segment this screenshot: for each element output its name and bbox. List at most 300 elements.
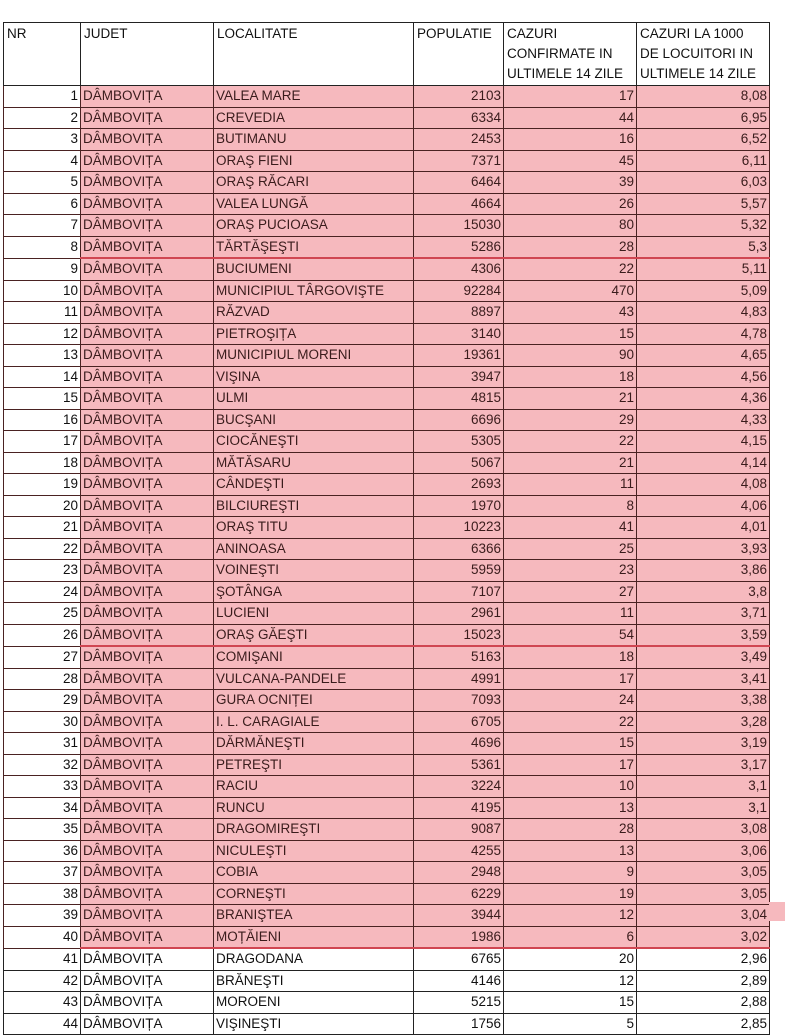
cell-rata[interactable]: 4,14 xyxy=(637,452,770,474)
cell-cazuri[interactable]: 19 xyxy=(504,883,637,905)
cell-cazuri[interactable]: 90 xyxy=(504,345,637,367)
cell-rata[interactable]: 3,41 xyxy=(637,668,770,690)
table-row xyxy=(4,948,770,970)
cell-judet[interactable]: DÂMBOVIȚA xyxy=(81,754,214,776)
cell-populatie[interactable]: 6765 xyxy=(414,948,504,970)
cell-nr[interactable]: 2 xyxy=(4,107,81,129)
cell-nr[interactable]: 29 xyxy=(4,690,81,712)
cell-cazuri[interactable]: 23 xyxy=(504,560,637,582)
header-nr: NR xyxy=(4,23,81,86)
cell-rata[interactable]: 3,93 xyxy=(637,538,770,560)
cell-populatie[interactable]: 7371 xyxy=(414,150,504,172)
cell-cazuri[interactable]: 20 xyxy=(504,948,637,970)
cell-cazuri[interactable]: 12 xyxy=(504,970,637,992)
table-row xyxy=(4,905,770,927)
cell-populatie[interactable]: 6366 xyxy=(414,538,504,560)
cell-populatie[interactable]: 2961 xyxy=(414,603,504,625)
cell-cazuri[interactable]: 22 xyxy=(504,431,637,453)
cell-rata[interactable]: 3,86 xyxy=(637,560,770,582)
cell-judet[interactable]: DÂMBOVIȚA xyxy=(81,581,214,603)
cell-rata[interactable]: 4,01 xyxy=(637,517,770,539)
cell-cazuri[interactable]: 15 xyxy=(504,323,637,345)
cell-cazuri[interactable]: 54 xyxy=(504,624,637,646)
cell-populatie[interactable]: 5286 xyxy=(414,236,504,258)
table-row xyxy=(4,236,770,258)
cell-rata[interactable]: 3,06 xyxy=(637,840,770,862)
cell-cazuri[interactable]: 16 xyxy=(504,129,637,151)
cell-cazuri[interactable]: 10 xyxy=(504,776,637,798)
cell-populatie[interactable]: 19361 xyxy=(414,345,504,367)
cell-judet[interactable]: DÂMBOVIȚA xyxy=(81,711,214,733)
table-row xyxy=(4,150,770,172)
table-row xyxy=(4,992,770,1014)
cell-populatie[interactable]: 8897 xyxy=(414,302,504,324)
cell-cazuri[interactable]: 18 xyxy=(504,366,637,388)
cell-judet[interactable]: DÂMBOVIȚA xyxy=(81,840,214,862)
cell-judet[interactable]: DÂMBOVIȚA xyxy=(81,236,214,258)
cell-nr[interactable]: 44 xyxy=(4,1013,81,1035)
cell-nr[interactable]: 43 xyxy=(4,992,81,1014)
cell-nr[interactable]: 32 xyxy=(4,754,81,776)
table-row xyxy=(4,302,770,324)
cell-populatie[interactable]: 3947 xyxy=(414,366,504,388)
table-row xyxy=(4,926,770,948)
cell-localitate[interactable]: VALEA MARE xyxy=(214,86,414,108)
cell-localitate[interactable]: BRANIŞTEA xyxy=(214,905,414,927)
cell-rata[interactable]: 5,11 xyxy=(637,258,770,280)
cell-populatie[interactable]: 4146 xyxy=(414,970,504,992)
cell-judet[interactable]: DÂMBOVIȚA xyxy=(81,883,214,905)
cell-judet[interactable]: DÂMBOVIȚA xyxy=(81,776,214,798)
table-row xyxy=(4,431,770,453)
cell-localitate[interactable]: RACIU xyxy=(214,776,414,798)
cell-localitate[interactable]: ORAŞ FIENI xyxy=(214,150,414,172)
cell-localitate[interactable]: DĂRMĂNEŞTI xyxy=(214,733,414,755)
header-cazuri: CAZURI CONFIRMATE IN ULTIMELE 14 ZILE xyxy=(504,23,637,86)
cell-nr[interactable]: 25 xyxy=(4,603,81,625)
cell-nr[interactable]: 38 xyxy=(4,883,81,905)
table-row xyxy=(4,345,770,367)
table-row xyxy=(4,452,770,474)
cell-judet[interactable]: DÂMBOVIȚA xyxy=(81,129,214,151)
cell-cazuri[interactable]: 25 xyxy=(504,538,637,560)
table-row xyxy=(4,280,770,302)
cell-localitate[interactable]: TĂRTĂŞEŞTI xyxy=(214,236,414,258)
cell-cazuri[interactable]: 24 xyxy=(504,690,637,712)
cell-nr[interactable]: 8 xyxy=(4,236,81,258)
cell-localitate[interactable]: RUNCU xyxy=(214,797,414,819)
cell-localitate[interactable]: DRAGODANA xyxy=(214,948,414,970)
cell-judet[interactable]: DÂMBOVIȚA xyxy=(81,495,214,517)
cell-populatie[interactable]: 10223 xyxy=(414,517,504,539)
table-row xyxy=(4,797,770,819)
cell-cazuri[interactable]: 5 xyxy=(504,1013,637,1035)
cell-nr[interactable]: 30 xyxy=(4,711,81,733)
table-row xyxy=(4,107,770,129)
cell-localitate[interactable]: ORAŞ RĂCARI xyxy=(214,172,414,194)
cell-populatie[interactable]: 5305 xyxy=(414,431,504,453)
cell-judet[interactable]: DÂMBOVIȚA xyxy=(81,970,214,992)
cell-nr[interactable]: 13 xyxy=(4,345,81,367)
cell-judet[interactable]: DÂMBOVIȚA xyxy=(81,107,214,129)
cell-cazuri[interactable]: 43 xyxy=(504,302,637,324)
cell-nr[interactable]: 12 xyxy=(4,323,81,345)
cell-populatie[interactable]: 2103 xyxy=(414,86,504,108)
cell-populatie[interactable]: 2693 xyxy=(414,474,504,496)
cell-judet[interactable]: DÂMBOVIȚA xyxy=(81,560,214,582)
cell-judet[interactable]: DÂMBOVIȚA xyxy=(81,150,214,172)
cell-localitate[interactable]: MOȚĂIENI xyxy=(214,926,414,948)
cell-rata[interactable]: 6,52 xyxy=(637,129,770,151)
cell-rata[interactable]: 4,65 xyxy=(637,345,770,367)
table-row xyxy=(4,560,770,582)
cell-rata[interactable]: 3,71 xyxy=(637,603,770,625)
cell-populatie[interactable]: 4306 xyxy=(414,258,504,280)
cell-populatie[interactable]: 5067 xyxy=(414,452,504,474)
cell-localitate[interactable]: COMIŞANI xyxy=(214,646,414,668)
cell-judet[interactable]: DÂMBOVIȚA xyxy=(81,624,214,646)
cell-judet[interactable]: DÂMBOVIȚA xyxy=(81,366,214,388)
cell-rata[interactable]: 6,03 xyxy=(637,172,770,194)
cell-populatie[interactable]: 4696 xyxy=(414,733,504,755)
cell-nr[interactable]: 27 xyxy=(4,646,81,668)
cell-nr[interactable]: 39 xyxy=(4,905,81,927)
cell-nr[interactable]: 15 xyxy=(4,388,81,410)
cell-rata[interactable]: 4,33 xyxy=(637,409,770,431)
table-row xyxy=(4,388,770,410)
cell-localitate[interactable]: ANINOASA xyxy=(214,538,414,560)
cell-judet[interactable]: DÂMBOVIȚA xyxy=(81,819,214,841)
cell-populatie[interactable]: 6705 xyxy=(414,711,504,733)
cell-rata[interactable]: 2,96 xyxy=(637,948,770,970)
cell-rata[interactable]: 3,59 xyxy=(637,624,770,646)
cell-nr[interactable]: 40 xyxy=(4,926,81,948)
cell-populatie[interactable]: 2948 xyxy=(414,862,504,884)
cell-nr[interactable]: 33 xyxy=(4,776,81,798)
cell-populatie[interactable]: 5215 xyxy=(414,992,504,1014)
cell-rata[interactable]: 4,06 xyxy=(637,495,770,517)
cell-nr[interactable]: 18 xyxy=(4,452,81,474)
cell-judet[interactable]: DÂMBOVIȚA xyxy=(81,797,214,819)
cell-cazuri[interactable]: 28 xyxy=(504,819,637,841)
cell-rata[interactable]: 4,08 xyxy=(637,474,770,496)
cell-rata[interactable]: 4,56 xyxy=(637,366,770,388)
cell-localitate[interactable]: VULCANA-PANDELE xyxy=(214,668,414,690)
cell-nr[interactable]: 42 xyxy=(4,970,81,992)
cell-judet[interactable]: DÂMBOVIȚA xyxy=(81,538,214,560)
cell-judet[interactable]: DÂMBOVIȚA xyxy=(81,690,214,712)
cell-rata[interactable]: 8,08 xyxy=(637,86,770,108)
cell-rata[interactable]: 3,04 xyxy=(637,905,770,927)
cell-populatie[interactable]: 4255 xyxy=(414,840,504,862)
cell-populatie[interactable]: 7107 xyxy=(414,581,504,603)
cell-nr[interactable]: 21 xyxy=(4,517,81,539)
cell-localitate[interactable]: I. L. CARAGIALE xyxy=(214,711,414,733)
cell-judet[interactable]: DÂMBOVIȚA xyxy=(81,409,214,431)
cell-judet[interactable]: DÂMBOVIȚA xyxy=(81,517,214,539)
cell-cazuri[interactable]: 22 xyxy=(504,711,637,733)
cell-populatie[interactable]: 5361 xyxy=(414,754,504,776)
cell-populatie[interactable]: 7093 xyxy=(414,690,504,712)
cell-populatie[interactable]: 3944 xyxy=(414,905,504,927)
cell-nr[interactable]: 9 xyxy=(4,258,81,280)
cell-populatie[interactable]: 15030 xyxy=(414,215,504,237)
cell-cazuri[interactable]: 45 xyxy=(504,150,637,172)
cell-localitate[interactable]: ORAŞ TITU xyxy=(214,517,414,539)
table-row xyxy=(4,517,770,539)
cell-judet[interactable]: DÂMBOVIȚA xyxy=(81,992,214,1014)
cell-rata[interactable]: 6,11 xyxy=(637,150,770,172)
cell-populatie[interactable]: 9087 xyxy=(414,819,504,841)
table-row xyxy=(4,323,770,345)
cell-cazuri[interactable]: 17 xyxy=(504,754,637,776)
cell-localitate[interactable]: MUNICIPIUL TÂRGOVIŞTE xyxy=(214,280,414,302)
cell-rata[interactable]: 3,08 xyxy=(637,819,770,841)
cell-cazuri[interactable]: 11 xyxy=(504,474,637,496)
cell-localitate[interactable]: PIETROŞIȚA xyxy=(214,323,414,345)
cell-cazuri[interactable]: 29 xyxy=(504,409,637,431)
cell-localitate[interactable]: LUCIENI xyxy=(214,603,414,625)
cell-cazuri[interactable]: 26 xyxy=(504,193,637,215)
cell-rata[interactable]: 3,28 xyxy=(637,711,770,733)
cell-cazuri[interactable]: 17 xyxy=(504,668,637,690)
cell-rata[interactable]: 3,38 xyxy=(637,690,770,712)
cell-rata[interactable]: 6,95 xyxy=(637,107,770,129)
cell-rata[interactable]: 3,1 xyxy=(637,776,770,798)
cell-judet[interactable]: DÂMBOVIȚA xyxy=(81,862,214,884)
cell-populatie[interactable]: 2453 xyxy=(414,129,504,151)
table-row xyxy=(4,970,770,992)
header-populatie: POPULATIE xyxy=(414,23,504,86)
cell-localitate[interactable]: MUNICIPIUL MORENI xyxy=(214,345,414,367)
cell-rata[interactable]: 3,17 xyxy=(637,754,770,776)
cell-populatie[interactable]: 1986 xyxy=(414,926,504,948)
cell-populatie[interactable]: 4991 xyxy=(414,668,504,690)
cell-localitate[interactable]: CORNEŞTI xyxy=(214,883,414,905)
cell-localitate[interactable]: ORAŞ GĂEŞTI xyxy=(214,624,414,646)
cell-localitate[interactable]: RĂZVAD xyxy=(214,302,414,324)
cell-cazuri[interactable]: 41 xyxy=(504,517,637,539)
cell-nr[interactable]: 31 xyxy=(4,733,81,755)
cell-cazuri[interactable]: 18 xyxy=(504,646,637,668)
cell-judet[interactable]: DÂMBOVIȚA xyxy=(81,193,214,215)
cell-localitate[interactable]: VIŞINEŞTI xyxy=(214,1013,414,1035)
cell-judet[interactable]: DÂMBOVIȚA xyxy=(81,603,214,625)
cell-populatie[interactable]: 1756 xyxy=(414,1013,504,1035)
cell-localitate[interactable]: MĂTĂSARU xyxy=(214,452,414,474)
cell-cazuri[interactable]: 11 xyxy=(504,603,637,625)
cell-localitate[interactable]: CREVEDIA xyxy=(214,107,414,129)
cell-judet[interactable]: DÂMBOVIȚA xyxy=(81,668,214,690)
cell-localitate[interactable]: CIOCĂNEŞTI xyxy=(214,431,414,453)
cell-localitate[interactable]: COBIA xyxy=(214,862,414,884)
cell-cazuri[interactable]: 12 xyxy=(504,905,637,927)
cell-nr[interactable]: 28 xyxy=(4,668,81,690)
cell-rata[interactable]: 3,02 xyxy=(637,926,770,948)
cell-rata[interactable]: 5,3 xyxy=(637,236,770,258)
cell-nr[interactable]: 11 xyxy=(4,302,81,324)
cell-rata[interactable]: 2,88 xyxy=(637,992,770,1014)
cell-cazuri[interactable]: 9 xyxy=(504,862,637,884)
cell-localitate[interactable]: CÂNDEŞTI xyxy=(214,474,414,496)
cell-nr[interactable]: 35 xyxy=(4,819,81,841)
cell-cazuri[interactable]: 44 xyxy=(504,107,637,129)
cell-nr[interactable]: 16 xyxy=(4,409,81,431)
cell-judet[interactable]: DÂMBOVIȚA xyxy=(81,474,214,496)
cell-rata[interactable]: 3,19 xyxy=(637,733,770,755)
cell-nr[interactable]: 3 xyxy=(4,129,81,151)
table-row xyxy=(4,776,770,798)
cell-nr[interactable]: 5 xyxy=(4,172,81,194)
highlight-overhang xyxy=(769,902,785,921)
cell-cazuri[interactable]: 22 xyxy=(504,258,637,280)
table-row xyxy=(4,409,770,431)
cell-nr[interactable]: 26 xyxy=(4,624,81,646)
cell-rata[interactable]: 5,09 xyxy=(637,280,770,302)
cell-cazuri[interactable]: 13 xyxy=(504,797,637,819)
table-row xyxy=(4,862,770,884)
cell-populatie[interactable]: 6696 xyxy=(414,409,504,431)
cell-cazuri[interactable]: 21 xyxy=(504,388,637,410)
cell-cazuri[interactable]: 27 xyxy=(504,581,637,603)
cell-judet[interactable]: DÂMBOVIȚA xyxy=(81,646,214,668)
cell-judet[interactable]: DÂMBOVIȚA xyxy=(81,948,214,970)
cell-rata[interactable]: 4,83 xyxy=(637,302,770,324)
cell-localitate[interactable]: GURA OCNIȚEI xyxy=(214,690,414,712)
cell-rata[interactable]: 3,05 xyxy=(637,862,770,884)
cell-populatie[interactable]: 4195 xyxy=(414,797,504,819)
cell-nr[interactable]: 23 xyxy=(4,560,81,582)
cell-localitate[interactable]: NICULEŞTI xyxy=(214,840,414,862)
cell-judet[interactable]: DÂMBOVIȚA xyxy=(81,172,214,194)
cell-judet[interactable]: DÂMBOVIȚA xyxy=(81,733,214,755)
covid-incidence-table xyxy=(3,22,770,1035)
cell-cazuri[interactable]: 17 xyxy=(504,86,637,108)
cell-judet[interactable]: DÂMBOVIȚA xyxy=(81,905,214,927)
cell-cazuri[interactable]: 13 xyxy=(504,840,637,862)
cell-nr[interactable]: 17 xyxy=(4,431,81,453)
table-row xyxy=(4,690,770,712)
cell-cazuri[interactable]: 21 xyxy=(504,452,637,474)
cell-judet[interactable]: DÂMBOVIȚA xyxy=(81,388,214,410)
cell-cazuri[interactable]: 28 xyxy=(504,236,637,258)
cell-judet[interactable]: DÂMBOVIȚA xyxy=(81,323,214,345)
header-localitate: LOCALITATE xyxy=(214,23,414,86)
cell-judet[interactable]: DÂMBOVIȚA xyxy=(81,302,214,324)
cell-judet[interactable]: DÂMBOVIȚA xyxy=(81,258,214,280)
cell-populatie[interactable]: 5163 xyxy=(414,646,504,668)
cell-localitate[interactable]: ŞOTÂNGA xyxy=(214,581,414,603)
cell-localitate[interactable]: PETREŞTI xyxy=(214,754,414,776)
cell-nr[interactable]: 22 xyxy=(4,538,81,560)
cell-localitate[interactable]: VIŞINA xyxy=(214,366,414,388)
cell-nr[interactable]: 10 xyxy=(4,280,81,302)
cell-judet[interactable]: DÂMBOVIȚA xyxy=(81,1013,214,1035)
cell-rata[interactable]: 3,1 xyxy=(637,797,770,819)
cell-rata[interactable]: 4,36 xyxy=(637,388,770,410)
cell-cazuri[interactable]: 6 xyxy=(504,926,637,948)
cell-localitate[interactable]: BUCŞANI xyxy=(214,409,414,431)
cell-populatie[interactable]: 3224 xyxy=(414,776,504,798)
cell-localitate[interactable]: BUCIUMENI xyxy=(214,258,414,280)
cell-nr[interactable]: 34 xyxy=(4,797,81,819)
cell-nr[interactable]: 37 xyxy=(4,862,81,884)
cell-localitate[interactable]: MOROENI xyxy=(214,992,414,1014)
cell-nr[interactable]: 14 xyxy=(4,366,81,388)
cell-localitate[interactable]: BUTIMANU xyxy=(214,129,414,151)
cell-localitate[interactable]: ULMI xyxy=(214,388,414,410)
table-row xyxy=(4,733,770,755)
cell-rata[interactable]: 2,89 xyxy=(637,970,770,992)
cell-localitate[interactable]: VOINEŞTI xyxy=(214,560,414,582)
table-row xyxy=(4,754,770,776)
cell-nr[interactable]: 7 xyxy=(4,215,81,237)
cell-rata[interactable]: 3,05 xyxy=(637,883,770,905)
table-row xyxy=(4,129,770,151)
cell-judet[interactable]: DÂMBOVIȚA xyxy=(81,431,214,453)
cell-nr[interactable]: 20 xyxy=(4,495,81,517)
cell-rata[interactable]: 4,15 xyxy=(637,431,770,453)
spreadsheet xyxy=(3,22,770,1035)
cell-cazuri[interactable]: 80 xyxy=(504,215,637,237)
cell-nr[interactable]: 6 xyxy=(4,193,81,215)
cell-populatie[interactable]: 6334 xyxy=(414,107,504,129)
cell-nr[interactable]: 41 xyxy=(4,948,81,970)
cell-nr[interactable]: 36 xyxy=(4,840,81,862)
cell-localitate[interactable]: ORAŞ PUCIOASA xyxy=(214,215,414,237)
cell-localitate[interactable]: VALEA LUNGĂ xyxy=(214,193,414,215)
cell-nr[interactable]: 1 xyxy=(4,86,81,108)
table-body xyxy=(4,86,770,1035)
cell-judet[interactable]: DÂMBOVIȚA xyxy=(81,280,214,302)
cell-judet[interactable]: DÂMBOVIȚA xyxy=(81,86,214,108)
cell-populatie[interactable]: 1970 xyxy=(414,495,504,517)
table-row xyxy=(4,215,770,237)
cell-rata[interactable]: 3,49 xyxy=(637,646,770,668)
cell-rata[interactable]: 5,57 xyxy=(637,193,770,215)
cell-localitate[interactable]: BILCIUREŞTI xyxy=(214,495,414,517)
cell-populatie[interactable]: 6464 xyxy=(414,172,504,194)
cell-cazuri[interactable]: 39 xyxy=(504,172,637,194)
cell-cazuri[interactable]: 470 xyxy=(504,280,637,302)
cell-nr[interactable]: 19 xyxy=(4,474,81,496)
table-row xyxy=(4,668,770,690)
cell-populatie[interactable]: 92284 xyxy=(414,280,504,302)
cell-judet[interactable]: DÂMBOVIȚA xyxy=(81,215,214,237)
cell-judet[interactable]: DÂMBOVIȚA xyxy=(81,452,214,474)
cell-populatie[interactable]: 3140 xyxy=(414,323,504,345)
cell-populatie[interactable]: 4664 xyxy=(414,193,504,215)
cell-rata[interactable]: 5,32 xyxy=(637,215,770,237)
table-row xyxy=(4,474,770,496)
cell-cazuri[interactable]: 15 xyxy=(504,992,637,1014)
cell-populatie[interactable]: 5959 xyxy=(414,560,504,582)
cell-rata[interactable]: 2,85 xyxy=(637,1013,770,1035)
cell-rata[interactable]: 4,78 xyxy=(637,323,770,345)
cell-cazuri[interactable]: 8 xyxy=(504,495,637,517)
cell-populatie[interactable]: 6229 xyxy=(414,883,504,905)
cell-nr[interactable]: 24 xyxy=(4,581,81,603)
cell-rata[interactable]: 3,8 xyxy=(637,581,770,603)
cell-judet[interactable]: DÂMBOVIȚA xyxy=(81,926,214,948)
cell-localitate[interactable]: DRAGOMIREŞTI xyxy=(214,819,414,841)
cell-localitate[interactable]: BRĂNEŞTI xyxy=(214,970,414,992)
cell-populatie[interactable]: 4815 xyxy=(414,388,504,410)
cell-populatie[interactable]: 15023 xyxy=(414,624,504,646)
cell-cazuri[interactable]: 15 xyxy=(504,733,637,755)
cell-nr[interactable]: 4 xyxy=(4,150,81,172)
cell-judet[interactable]: DÂMBOVIȚA xyxy=(81,345,214,367)
